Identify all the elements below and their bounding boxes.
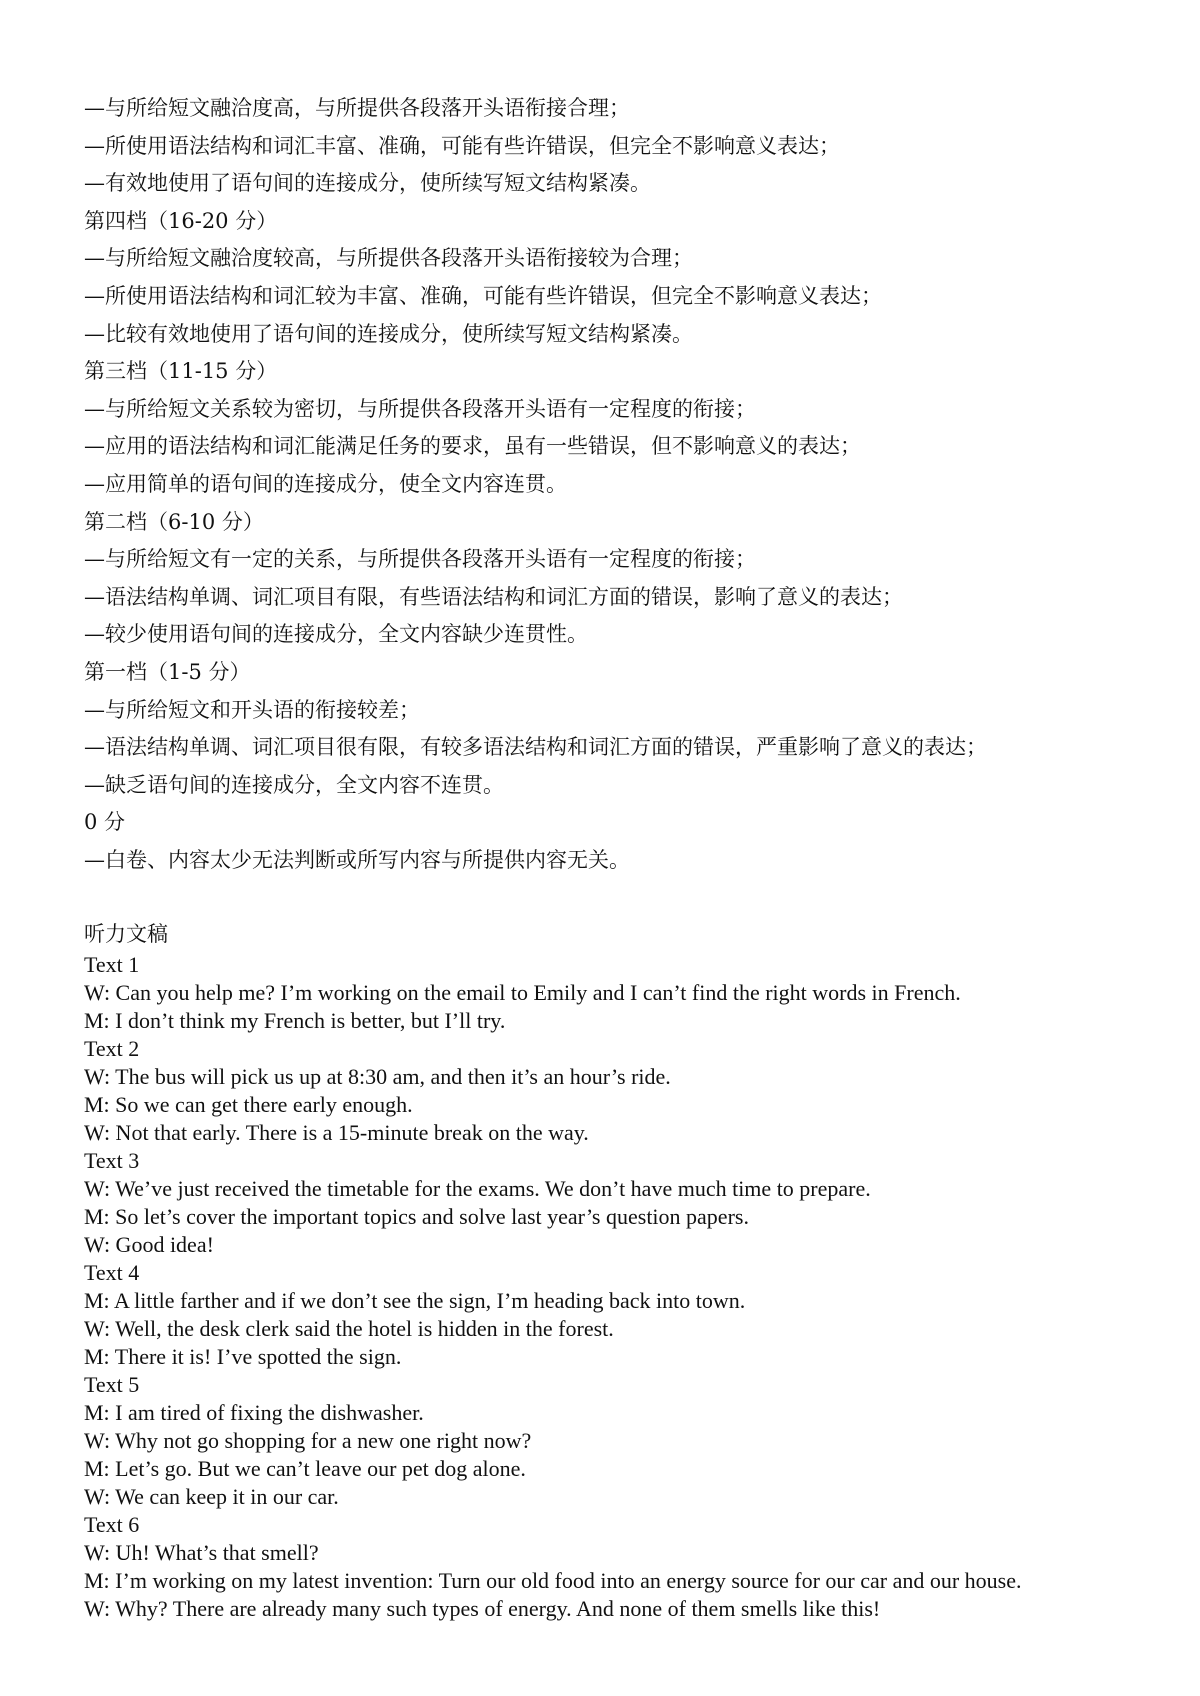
listening-transcript bbox=[84, 917, 1200, 1623]
rubric-line: —语法结构单调、词汇项目有限，有些语法结构和词汇方面的错误，影响了意义的表达； bbox=[84, 584, 903, 609]
transcript-line: W: Uh! What’s that smell? bbox=[84, 1540, 319, 1566]
transcript-line: M: There it is! I’ve spotted the sign. bbox=[84, 1344, 402, 1370]
transcript-text-label: Text 2 bbox=[84, 1036, 140, 1062]
transcript-line: W: Why not go shopping for a new one right now? bbox=[84, 1428, 532, 1454]
rubric-line: —与所给短文关系较为密切，与所提供各段落开头语有一定程度的衔接； bbox=[84, 396, 756, 421]
transcript-text-label: Text 5 bbox=[84, 1372, 140, 1398]
rubric-level-heading: 0 分 bbox=[84, 810, 126, 835]
transcript-text-label: Text 3 bbox=[84, 1148, 140, 1174]
rubric-level-heading: 第二档（6-10 分） bbox=[84, 509, 264, 534]
rubric-line: —语法结构单调、词汇项目很有限，有较多语法结构和词汇方面的错误，严重影响了意义的表达； bbox=[84, 735, 987, 760]
transcript-text-label: Text 6 bbox=[84, 1512, 140, 1538]
transcript-line: W: We’ve just received the timetable for the exams. We don’t have much time to prepare. bbox=[84, 1176, 871, 1202]
transcript-line: W: Not that early. There is a 15-minute break on the way. bbox=[84, 1120, 589, 1146]
rubric-line: —与所给短文和开头语的衔接较差； bbox=[84, 697, 420, 722]
rubric-line: —应用简单的语句间的连接成分，使全文内容连贯。 bbox=[84, 471, 567, 496]
transcript-line: W: Good idea! bbox=[84, 1232, 214, 1258]
rubric-line: —与所给短文有一定的关系，与所提供各段落开头语有一定程度的衔接； bbox=[84, 547, 756, 572]
rubric-level-heading: 第三档（11-15 分） bbox=[84, 359, 278, 384]
rubric-line: —比较有效地使用了语句间的连接成分，使所续写短文结构紧凑。 bbox=[84, 321, 693, 346]
transcript-line: W: Why? There are already many such types of energy. And none of them smells like this! bbox=[84, 1596, 881, 1622]
transcript-text-label: Text 4 bbox=[84, 1260, 140, 1286]
transcript-line: W: We can keep it in our car. bbox=[84, 1484, 339, 1510]
rubric-line: —所使用语法结构和词汇较为丰富、准确，可能有些许错误，但完全不影响意义表达； bbox=[84, 283, 882, 308]
transcript-line: M: I don’t think my French is better, but I’ll try. bbox=[84, 1008, 506, 1034]
section-spacer bbox=[84, 879, 1200, 917]
transcript-line: M: A little farther and if we don’t see the sign, I’m heading back into town. bbox=[84, 1288, 746, 1314]
transcript-line: W: The bus will pick us up at 8:30 am, and then it’s an hour’s ride. bbox=[84, 1064, 671, 1090]
rubric-line: —较少使用语句间的连接成分，全文内容缺少连贯性。 bbox=[84, 622, 588, 647]
transcript-text-label: Text 1 bbox=[84, 952, 140, 978]
listening-heading: 听力文稿 bbox=[84, 922, 168, 947]
rubric-level-heading: 第一档（1-5 分） bbox=[84, 659, 251, 684]
transcript-line: M: Let’s go. But we can’t leave our pet dog alone. bbox=[84, 1456, 526, 1482]
rubric-level-heading: 第四档（16-20 分） bbox=[84, 208, 278, 233]
rubric-line: —与所给短文融洽度较高，与所提供各段落开头语衔接较为合理； bbox=[84, 246, 693, 271]
rubric-line: —有效地使用了语句间的连接成分，使所续写短文结构紧凑。 bbox=[84, 171, 651, 196]
rubric-line: —应用的语法结构和词汇能满足任务的要求，虽有一些错误，但不影响意义的表达； bbox=[84, 434, 861, 459]
transcript-line: M: I’m working on my latest invention: Turn our old food into an energy source for our car and our house. bbox=[84, 1568, 1022, 1594]
transcript-line: M: So let’s cover the important topics and solve last year’s question papers. bbox=[84, 1204, 749, 1230]
rubric-line: —白卷、内容太少无法判断或所写内容与所提供内容无关。 bbox=[84, 847, 630, 872]
scoring-rubric bbox=[84, 90, 1200, 879]
rubric-line: —与所给短文融洽度高，与所提供各段落开头语衔接合理； bbox=[84, 96, 630, 120]
transcript-line: M: So we can get there early enough. bbox=[84, 1092, 413, 1118]
rubric-line: —所使用语法结构和词汇丰富、准确，可能有些许错误，但完全不影响意义表达； bbox=[84, 133, 840, 158]
transcript-line: W: Can you help me? I’m working on the email to Emily and I can’t find the right words in French. bbox=[84, 980, 961, 1006]
rubric-line: —缺乏语句间的连接成分，全文内容不连贯。 bbox=[84, 772, 504, 797]
transcript-line: M: I am tired of fixing the dishwasher. bbox=[84, 1400, 424, 1426]
transcript-line: W: Well, the desk clerk said the hotel is hidden in the forest. bbox=[84, 1316, 614, 1342]
